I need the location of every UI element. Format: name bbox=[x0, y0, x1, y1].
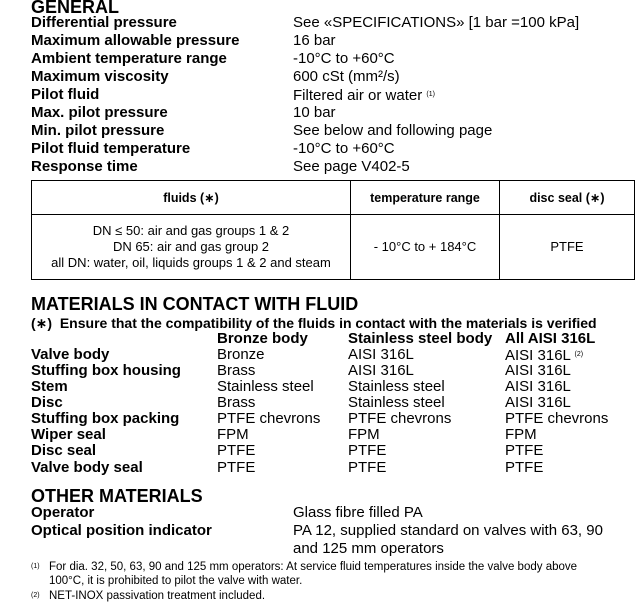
fluids-header: fluids (∗) bbox=[32, 181, 351, 215]
material-label: Disc bbox=[31, 394, 63, 411]
column-header-aisi: All AISI 316L bbox=[505, 330, 596, 347]
fluids-cell bbox=[32, 215, 351, 280]
material-value: AISI 316L bbox=[505, 362, 571, 379]
footnote-mark-text: (1) bbox=[31, 563, 40, 570]
spec-label: Response time bbox=[31, 158, 138, 175]
note-text: Ensure that the compatibility of the fluids in contact with the materials is verified bbox=[59, 315, 597, 331]
material-value: PTFE bbox=[505, 459, 544, 476]
material-value: Stainless steel bbox=[348, 394, 445, 411]
spec-value: See «SPECIFICATIONS» [1 bar =100 kPa] bbox=[293, 14, 580, 31]
other-value-continued: and 125 mm operators bbox=[293, 540, 444, 557]
material-value: PTFE bbox=[217, 459, 256, 476]
material-value: PTFE chevrons bbox=[217, 410, 321, 427]
material-value: AISI 316L bbox=[505, 378, 571, 395]
material-value: Bronze bbox=[217, 346, 265, 363]
material-value: AISI 316L bbox=[348, 346, 414, 363]
footnote-mark-text: (2) bbox=[31, 592, 40, 599]
spec-value: 10 bar bbox=[293, 104, 336, 121]
temperature-header: temperature range bbox=[351, 181, 500, 215]
material-value: Stainless steel bbox=[348, 378, 445, 395]
fluids-line: DN 65: air and gas group 2 bbox=[112, 239, 270, 254]
material-label: Stuffing box packing bbox=[31, 410, 180, 427]
other-value: Glass fibre filled PA bbox=[293, 504, 423, 521]
fluids-line: all DN: water, oil, liquids groups 1 & 2 and steam bbox=[51, 255, 331, 270]
spec-label: Pilot fluid temperature bbox=[31, 140, 191, 157]
disc-seal-cell: PTFE bbox=[500, 215, 635, 280]
other-label: Operator bbox=[31, 504, 95, 521]
footnote-text: NET-INOX passivation treatment included. bbox=[49, 590, 266, 602]
general-heading: GENERAL bbox=[31, 0, 120, 17]
column-header-bronze: Bronze body bbox=[217, 330, 308, 347]
spec-label: Pilot fluid bbox=[31, 86, 100, 103]
material-value: FPM bbox=[348, 426, 380, 443]
spec-label: Differential pressure bbox=[31, 14, 177, 31]
fluids-table bbox=[31, 180, 635, 280]
spec-value: -10°C to +60°C bbox=[293, 140, 395, 157]
temperature-cell: - 10°C to + 184°C bbox=[351, 215, 500, 280]
spec-value: See below and following page bbox=[293, 122, 493, 139]
fluids-line: DN ≤ 50: air and gas groups 1 & 2 bbox=[92, 223, 290, 238]
material-value-text: AISI 316L bbox=[505, 347, 571, 364]
material-label: Stuffing box housing bbox=[31, 362, 181, 379]
material-value: PTFE bbox=[217, 442, 256, 459]
spec-label: Maximum viscosity bbox=[31, 68, 169, 85]
other-value: PA 12, supplied standard on valves with 63, 90 bbox=[293, 522, 603, 539]
footnote-text-continued: 100°C, it is prohibited to pilot the valve with water. bbox=[49, 575, 303, 587]
disc-seal-header: disc seal (∗) bbox=[500, 181, 635, 215]
materials-heading: MATERIALS IN CONTACT WITH FLUID bbox=[31, 294, 359, 314]
material-value: FPM bbox=[217, 426, 249, 443]
material-value: Brass bbox=[217, 362, 256, 379]
spec-label: Min. pilot pressure bbox=[31, 122, 165, 139]
material-value: AISI 316L bbox=[348, 362, 414, 379]
spec-value: 600 cSt (mm²/s) bbox=[293, 68, 400, 85]
footnote-text: For dia. 32, 50, 63, 90 and 125 mm operators: At service fluid temperatures inside the valve body above bbox=[49, 561, 578, 573]
footnote-ref: (2) bbox=[574, 351, 584, 358]
footnote-mark bbox=[31, 560, 40, 576]
note-symbol: (∗) bbox=[31, 315, 53, 331]
material-value: PTFE bbox=[348, 459, 387, 476]
spec-label: Max. pilot pressure bbox=[31, 104, 168, 121]
material-label: Disc seal bbox=[31, 442, 97, 459]
spec-value bbox=[293, 86, 435, 105]
material-value: AISI 316L bbox=[505, 394, 571, 411]
material-value: PTFE chevrons bbox=[348, 410, 452, 427]
material-label: Wiper seal bbox=[31, 426, 106, 443]
footnote-ref: (1) bbox=[426, 91, 435, 98]
material-label: Stem bbox=[31, 378, 68, 395]
spec-value-text: Filtered air or water bbox=[293, 87, 423, 104]
column-header-stainless: Stainless steel body bbox=[348, 330, 493, 347]
material-value: PTFE chevrons bbox=[505, 410, 609, 427]
spec-value: See page V402-5 bbox=[293, 158, 410, 175]
material-value: Stainless steel bbox=[217, 378, 314, 395]
material-value: Brass bbox=[217, 394, 256, 411]
material-value: PTFE bbox=[505, 442, 544, 459]
material-value: FPM bbox=[505, 426, 537, 443]
material-label: Valve body bbox=[31, 346, 110, 363]
spec-label: Maximum allowable pressure bbox=[31, 32, 240, 49]
spec-value: -10°C to +60°C bbox=[293, 50, 395, 67]
other-materials-heading: OTHER MATERIALS bbox=[31, 486, 203, 506]
material-value: PTFE bbox=[348, 442, 387, 459]
spec-label: Ambient temperature range bbox=[31, 50, 227, 67]
material-label: Valve body seal bbox=[31, 459, 143, 476]
spec-value: 16 bar bbox=[293, 32, 336, 49]
other-label: Optical position indicator bbox=[31, 522, 212, 539]
